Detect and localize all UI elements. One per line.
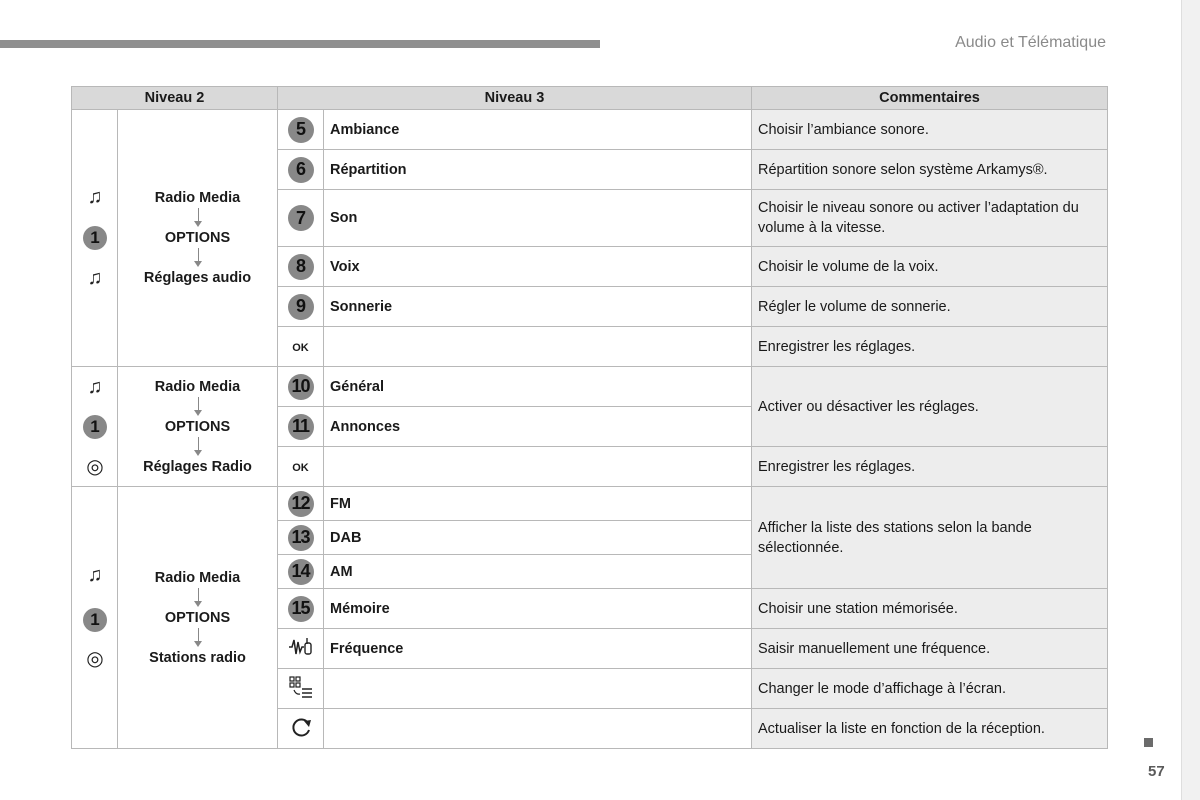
down-arrow-icon [118,587,277,609]
options-table [71,86,1108,749]
table-header-row [72,87,1108,110]
option-label: Son [324,190,752,247]
option-label: AM [324,555,752,589]
option-comment: Enregistrer les réglages. [752,447,1108,487]
option-comment: Actualiser la liste en fonction de la réception. [752,709,1108,749]
ok-icon: OK [292,461,309,474]
down-arrow-icon [118,207,277,229]
step-badge: 13 [288,525,314,551]
path-radio-media: Radio Media [154,570,241,586]
music-note-icon: ♫ [87,376,103,398]
step-badge: 1 [83,415,107,439]
table-row [72,487,1108,521]
display-mode-icon [278,669,324,709]
step-badge: 11 [288,414,314,440]
option-label [324,327,752,367]
path-options: OPTIONS [164,230,231,246]
option-label: Mémoire [324,589,752,629]
option-label: FM [324,487,752,521]
option-label: DAB [324,521,752,555]
ok-icon: OK [292,341,309,354]
end-square-icon [1144,738,1153,747]
path-reglages-radio: Réglages Radio [143,458,252,475]
step-badge: 8 [288,254,314,280]
step-badge: 10 [288,374,314,400]
header-niveau-2: Niveau 2 [72,87,278,110]
frequency-icon [278,629,324,669]
option-label: Répartition [324,150,752,190]
music-note-icon: ♫ [87,186,103,208]
path-stations-radio: Stations radio [149,650,246,666]
option-label: Fréquence [324,629,752,669]
option-comment: Enregistrer les réglages. [752,327,1108,367]
step-badge: 1 [83,608,107,632]
option-label: Sonnerie [324,287,752,327]
option-comment: Choisir l’ambiance sonore. [752,110,1108,150]
level2-icons-cell [72,367,118,487]
option-label [324,669,752,709]
section-title: Audio et Télématique [955,34,1106,51]
option-comment: Choisir le niveau sonore ou activer l’adaptation du volume à la vitesse. [752,190,1108,247]
path-radio-media: Radio Media [154,190,241,206]
option-comment: Afficher la liste des stations selon la bande sélectionnée. [752,487,1108,589]
table-row [72,110,1108,150]
option-label: Voix [324,247,752,287]
page-number: 57 [1148,763,1165,780]
option-comment: Saisir manuellement une fréquence. [752,629,1108,669]
option-label [324,447,752,487]
radio-settings-icon: ◎ [86,456,104,478]
level2-icons-cell [72,110,118,367]
table-row [72,367,1108,407]
header-commentaires: Commentaires [752,87,1108,110]
level2-path-cell [118,487,278,749]
option-comment: Choisir le volume de la voix. [752,247,1108,287]
step-badge: 6 [288,157,314,183]
option-label [324,709,752,749]
option-comment: Répartition sonore selon système Arkamys®. [752,150,1108,190]
option-label: Ambiance [324,110,752,150]
page-edge [1181,0,1200,800]
option-comment: Changer le mode d’affichage à l’écran. [752,669,1108,709]
path-radio-media: Radio Media [154,378,241,395]
path-options: OPTIONS [164,418,231,435]
down-arrow-icon [118,247,277,269]
step-badge: 14 [288,559,314,585]
audio-settings-icon: ♫ [87,267,103,289]
header-bar [0,40,600,48]
refresh-icon [278,709,324,749]
down-arrow-icon [118,396,277,418]
step-badge: 9 [288,294,314,320]
option-comment: Choisir une station mémorisée. [752,589,1108,629]
level2-icons-cell [72,487,118,749]
option-comment: Régler le volume de sonnerie. [752,287,1108,327]
option-label: Annonces [324,407,752,447]
step-badge: 15 [288,596,314,622]
path-reglages-audio: Réglages audio [143,270,252,286]
option-label: Général [324,367,752,407]
music-note-icon: ♫ [87,564,103,586]
option-comment: Activer ou désactiver les réglages. [752,367,1108,447]
step-badge: 12 [288,491,314,517]
header-niveau-3: Niveau 3 [278,87,752,110]
level2-path-cell [118,367,278,487]
step-badge: 7 [288,205,314,231]
step-badge: 1 [83,226,107,250]
level2-path-cell [118,110,278,367]
down-arrow-icon [118,436,277,458]
path-options: OPTIONS [164,610,231,626]
step-badge: 5 [288,117,314,143]
down-arrow-icon [118,627,277,649]
radio-station-icon: ◎ [86,648,104,670]
